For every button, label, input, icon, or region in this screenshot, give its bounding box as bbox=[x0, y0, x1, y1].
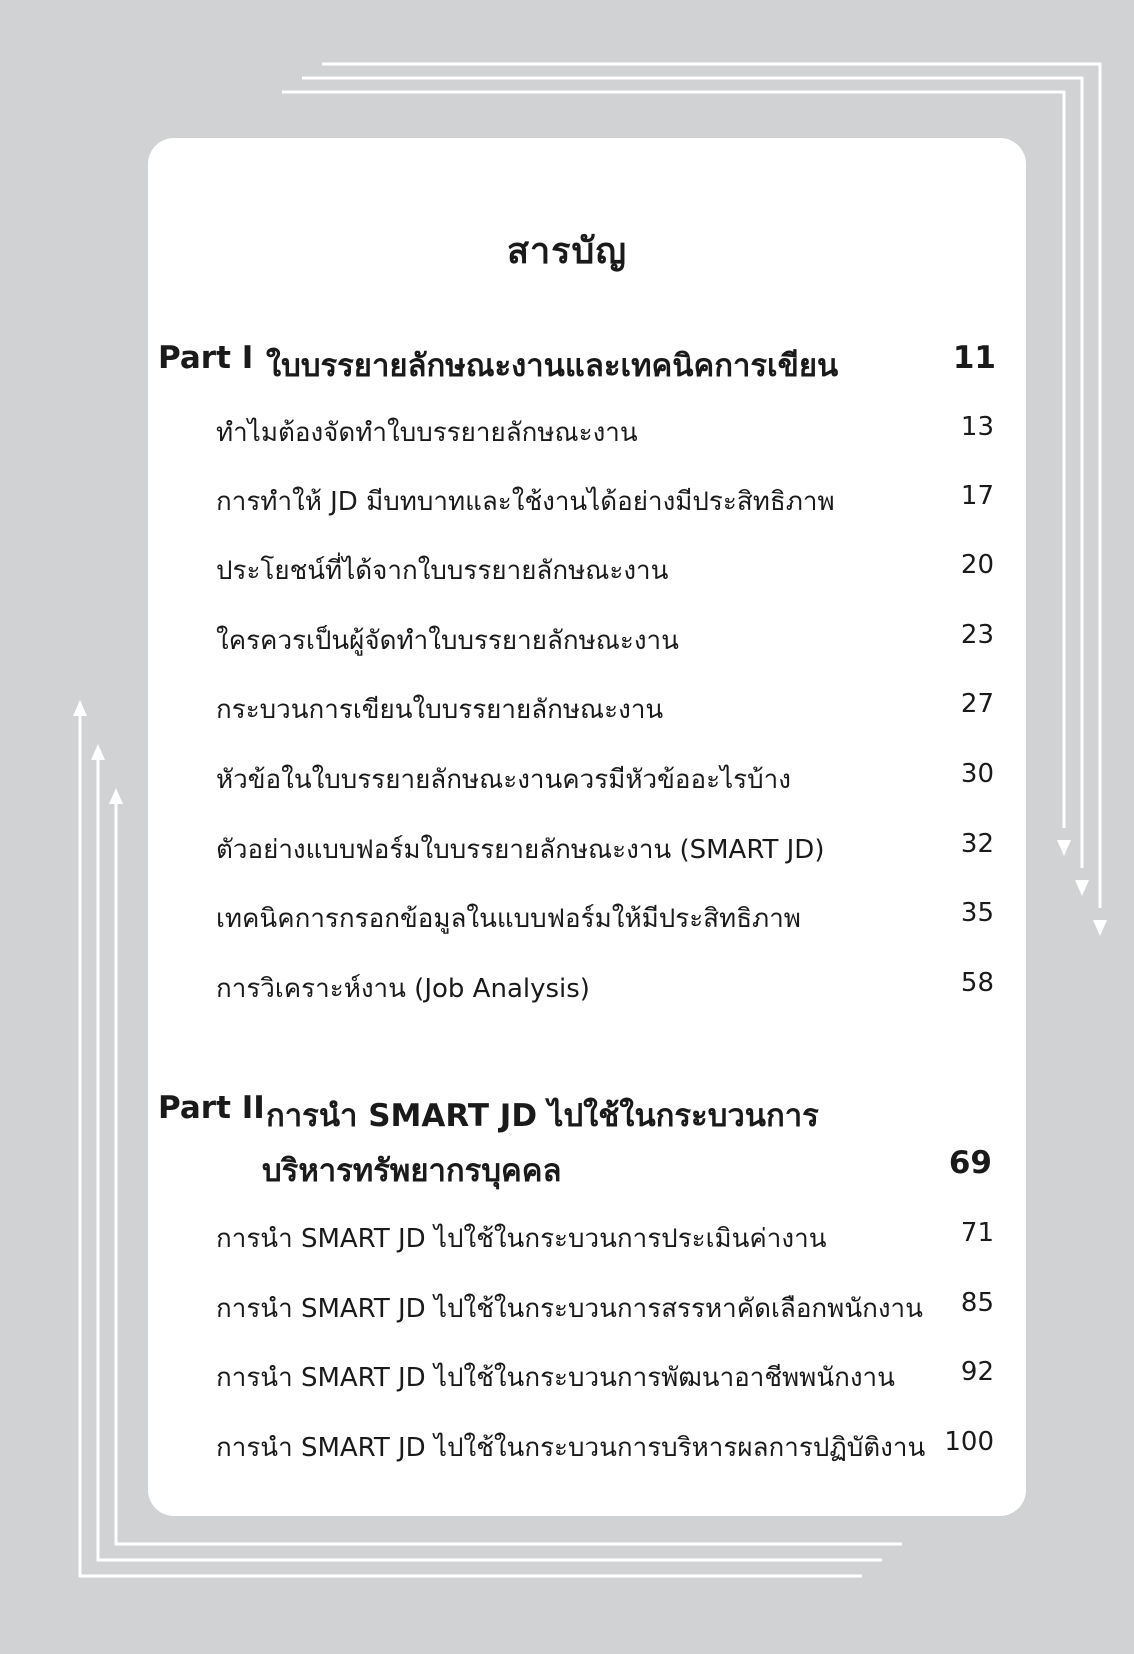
entry-title: การทำให้ JD มีบทบาทและใช้งานได้อย่างมีประสิทธิภาพ bbox=[216, 487, 835, 517]
arrow-up-icon bbox=[91, 744, 105, 760]
entry-title: หัวข้อในใบบรรยายลักษณะงานควรมีหัวข้ออะไรบ้าง bbox=[216, 765, 791, 795]
part-title: การนำ SMART JD ไปใช้ในกระบวนการ bbox=[266, 1098, 819, 1134]
entry-title: การวิเคราะห์งาน (Job Analysis) bbox=[216, 974, 590, 1004]
toc-entry[interactable] bbox=[216, 898, 994, 938]
arrow-down-icon bbox=[1075, 880, 1089, 896]
toc-entry[interactable] bbox=[216, 1288, 994, 1328]
entry-title: ทำไมต้องจัดทำใบบรรยายลักษณะงาน bbox=[216, 418, 638, 448]
toc-entry[interactable] bbox=[216, 550, 994, 590]
entry-title: การนำ SMART JD ไปใช้ในกระบวนการสรรหาคัดเลือกพนักงาน bbox=[216, 1294, 923, 1324]
entry-title: ใครควรเป็นผู้จัดทำใบบรรยายลักษณะงาน bbox=[216, 626, 679, 656]
entry-page-number: 27 bbox=[960, 689, 994, 719]
toc-entry[interactable] bbox=[216, 759, 994, 799]
entry-page-number: 17 bbox=[960, 481, 994, 511]
entry-page-number: 32 bbox=[960, 829, 994, 859]
entry-page-number: 92 bbox=[960, 1357, 994, 1387]
part-title-continued: บริหารทรัพยากรบุคคล bbox=[262, 1153, 562, 1189]
toc-entry[interactable] bbox=[216, 1357, 994, 1397]
entry-title: การนำ SMART JD ไปใช้ในกระบวนการพัฒนาอาชีพพนักงาน bbox=[216, 1363, 895, 1393]
part-label: Part I bbox=[158, 340, 254, 376]
toc-title: สารบัญ bbox=[506, 231, 628, 272]
entry-title: การนำ SMART JD ไปใช้ในกระบวนการบริหารผลการปฏิบัติงาน bbox=[216, 1433, 926, 1463]
entry-page-number: 58 bbox=[960, 968, 994, 998]
entry-page-number: 23 bbox=[960, 620, 994, 650]
entry-title: กระบวนการเขียนใบบรรยายลักษณะงาน bbox=[216, 695, 664, 725]
arrow-down-icon bbox=[1057, 840, 1071, 856]
entry-page-number: 71 bbox=[960, 1218, 994, 1248]
part-page-number: 69 bbox=[948, 1145, 992, 1181]
part-heading[interactable] bbox=[158, 1090, 996, 1136]
entry-page-number: 85 bbox=[960, 1288, 994, 1318]
arrow-down-icon bbox=[1093, 920, 1107, 936]
arrow-up-icon bbox=[73, 700, 87, 716]
toc-entry[interactable] bbox=[216, 412, 994, 452]
entry-title: ประโยชน์ที่ได้จากใบบรรยายลักษณะงาน bbox=[216, 556, 669, 586]
entry-page-number: 100 bbox=[944, 1427, 994, 1457]
part-page-number: 11 bbox=[952, 340, 996, 376]
toc-entry[interactable] bbox=[216, 689, 994, 729]
toc-entry[interactable] bbox=[216, 829, 994, 869]
entry-title: การนำ SMART JD ไปใช้ในกระบวนการประเมินค่างาน bbox=[216, 1224, 827, 1254]
entry-page-number: 20 bbox=[960, 550, 994, 580]
arrow-up-icon bbox=[109, 788, 123, 804]
part-label: Part II bbox=[158, 1090, 265, 1126]
entry-page-number: 13 bbox=[960, 412, 994, 442]
toc-entry[interactable] bbox=[216, 968, 994, 1008]
part-title: ใบบรรยายลักษณะงานและเทคนิคการเขียน bbox=[266, 348, 839, 384]
entry-title: ตัวอย่างแบบฟอร์มใบบรรยายลักษณะงาน (SMART JD) bbox=[216, 835, 825, 865]
toc-entry[interactable] bbox=[216, 620, 994, 660]
toc-entry[interactable] bbox=[216, 1218, 994, 1258]
entry-page-number: 35 bbox=[960, 898, 994, 928]
part-heading[interactable] bbox=[158, 340, 996, 386]
entry-page-number: 30 bbox=[960, 759, 994, 789]
toc-entry[interactable] bbox=[216, 481, 994, 521]
entry-title: เทคนิคการกรอกข้อมูลในแบบฟอร์มให้มีประสิทธิภาพ bbox=[216, 904, 801, 934]
toc-entry[interactable] bbox=[216, 1427, 994, 1467]
